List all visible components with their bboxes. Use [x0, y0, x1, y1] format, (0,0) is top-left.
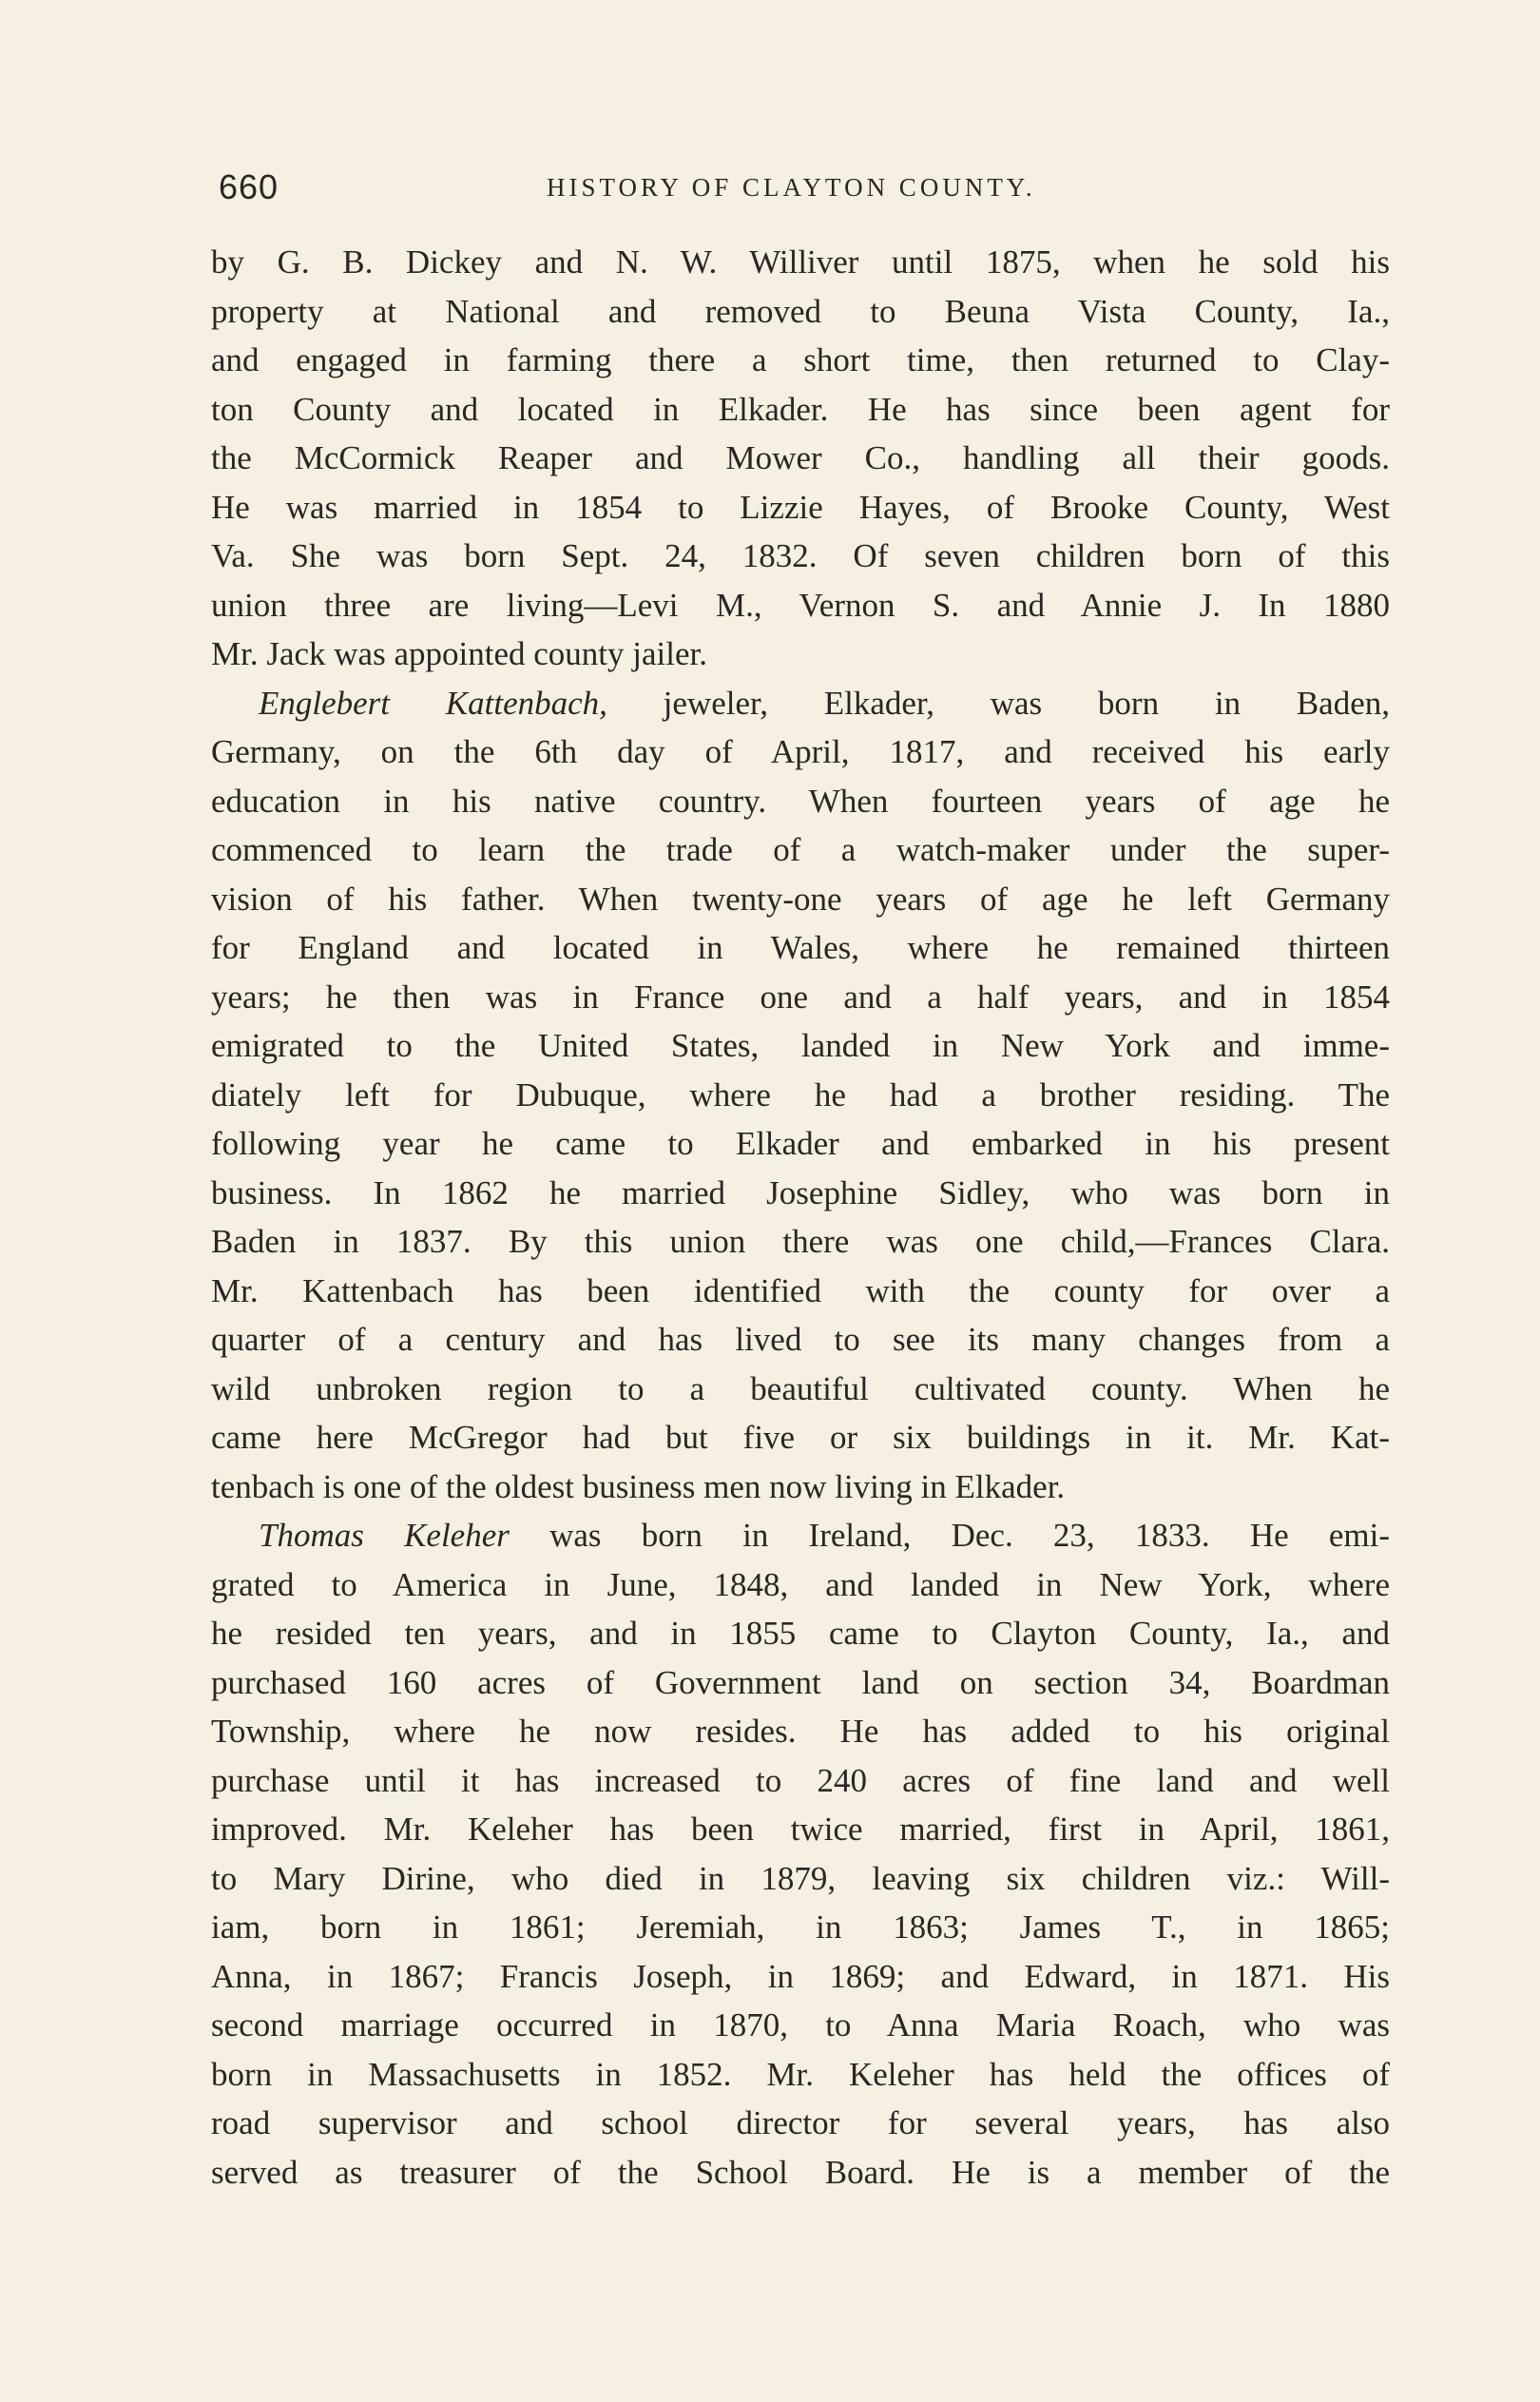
text-line: road supervisor and school director for several years, has also [211, 2104, 1390, 2141]
text-line: property at National and removed to Beuna Vista County, Ia., [211, 292, 1390, 330]
text-line: business. In 1862 he married Josephine Sidley, who was born in [211, 1173, 1390, 1211]
text-line: purchased 160 acres of Government land on section 34, Boardman [211, 1663, 1390, 1701]
text-line: Va. She was born Sept. 24, 1832. Of seven children born of this [211, 537, 1390, 574]
page-header [219, 167, 1388, 215]
text-line: Germany, on the 6th day of April, 1817, and received his early [211, 733, 1390, 770]
text-line: Mr. Jack was appointed county jailer. [211, 635, 707, 672]
text-line: for England and located in Wales, where he remained thirteen [211, 929, 1390, 966]
text-line [211, 1511, 1390, 1560]
text-line: by G. B. Dickey and N. W. Williver until 1875, when he sold his [211, 243, 1390, 281]
text-line: ton County and located in Elkader. He has since been agent for [211, 390, 1390, 428]
text-line: Township, where he now resides. He has added to his original [211, 1713, 1390, 1750]
text-line: vision of his father. When twenty-one years of age he left Germany [211, 880, 1390, 918]
text-line: commenced to learn the trade of a watch-maker under the super- [211, 831, 1390, 868]
text-line: tenbach is one of the oldest business men now living in Elkader. [211, 1467, 1066, 1505]
text-line: Mr. Kattenbach has been identified with the county for over a [211, 1271, 1390, 1309]
text-line [211, 679, 1390, 728]
text-line: following year he came to Elkader and embarked in his present [211, 1125, 1390, 1162]
text-line: born in Massachusetts in 1852. Mr. Keleher has held the offices of [211, 2055, 1390, 2093]
text-line: quarter of a century and has lived to see its many changes from a [211, 1321, 1390, 1358]
text-line: Baden in 1837. By this union there was one child,—Frances Clara. [211, 1223, 1390, 1260]
text-line: union three are living—Levi M., Vernon S. and Annie J. In 1880 [211, 586, 1390, 624]
text-line: improved. Mr. Keleher has been twice married, first in April, 1861, [211, 1811, 1390, 1848]
text-line: diately left for Dubuque, where he had a brother residing. The [211, 1075, 1390, 1114]
text-line: the McCormick Reaper and Mower Co., handling all their goods. [211, 439, 1390, 476]
running-head: HISTORY OF CLAYTON COUNTY. [547, 173, 1036, 202]
text-segment: jeweler, Elkader, was born in Baden, [606, 684, 1390, 722]
text-segment: was born in Ireland, Dec. 23, 1833. He emi- [509, 1517, 1390, 1554]
text-line: came here McGregor had but five or six buildings in it. Mr. Kat- [211, 1419, 1390, 1456]
page-number: 660 [219, 167, 279, 206]
text-line: iam, born in 1861; Jeremiah, in 1863; James T., in 1865; [211, 1908, 1390, 1946]
text-line: He was married in 1854 to Lizzie Hayes, of Brooke County, West [211, 488, 1390, 526]
text-line: years; he then was in France one and a half years, and in 1854 [211, 978, 1390, 1016]
text-line: he resided ten years, and in 1855 came to Clayton County, Ia., and [211, 1615, 1390, 1652]
text-line: purchase until it has increased to 240 acres of fine land and well [211, 1761, 1390, 1799]
text-line: education in his native country. When fourteen years of age he [211, 782, 1390, 820]
body-text [211, 238, 1390, 2197]
text-line: served as treasurer of the School Board. He is a member of the [211, 2153, 1390, 2191]
text-line: to Mary Dirine, who died in 1879, leaving six children viz.: Will- [211, 1859, 1390, 1897]
biography-name: Thomas Keleher [259, 1517, 510, 1554]
text-line: emigrated to the United States, landed in New York and imme- [211, 1027, 1390, 1064]
text-line: Anna, in 1867; Francis Joseph, in 1869; and Edward, in 1871. His [211, 1957, 1390, 1995]
biography-name: Englebert Kattenbach, [259, 684, 607, 722]
text-line: grated to America in June, 1848, and landed in New York, where [211, 1565, 1390, 1603]
text-line: and engaged in farming there a short time, then returned to Clay- [211, 341, 1390, 378]
text-line: wild unbroken region to a beautiful cultivated county. When he [211, 1369, 1390, 1407]
text-line: second marriage occurred in 1870, to Anna Maria Roach, who was [211, 2006, 1390, 2044]
